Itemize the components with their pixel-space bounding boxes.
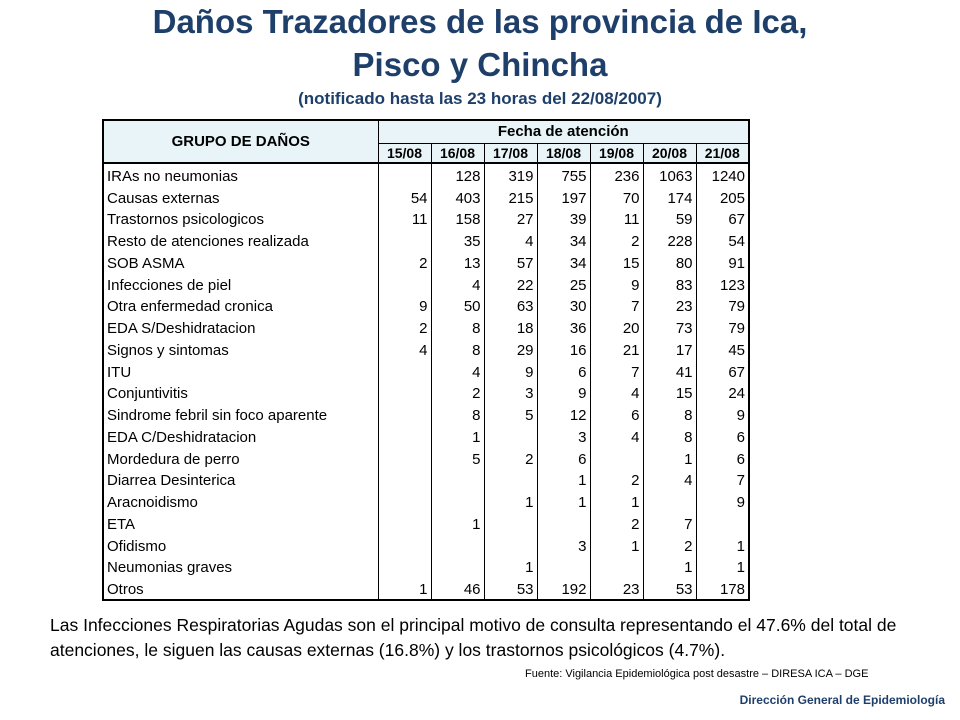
table-cell: 1 bbox=[696, 534, 749, 556]
table-cell bbox=[378, 360, 431, 382]
date-header: Fecha de atención bbox=[378, 120, 749, 144]
table-cell: 4 bbox=[431, 273, 484, 295]
table-row bbox=[103, 338, 749, 360]
table-row bbox=[103, 577, 749, 600]
table-cell: 7 bbox=[643, 512, 696, 534]
table-cell: 9 bbox=[484, 360, 537, 382]
table-cell bbox=[431, 490, 484, 512]
table-cell: 39 bbox=[537, 208, 590, 230]
table-cell: 8 bbox=[431, 338, 484, 360]
table-cell: 1240 bbox=[696, 163, 749, 186]
table-cell bbox=[378, 556, 431, 578]
row-label: Otros bbox=[103, 577, 378, 600]
table-cell bbox=[378, 163, 431, 186]
table-cell: 67 bbox=[696, 360, 749, 382]
table-cell bbox=[484, 534, 537, 556]
row-label: Infecciones de piel bbox=[103, 273, 378, 295]
table-cell bbox=[378, 447, 431, 469]
row-label: ETA bbox=[103, 512, 378, 534]
table-cell bbox=[431, 556, 484, 578]
table-cell bbox=[431, 534, 484, 556]
table-cell: 53 bbox=[643, 577, 696, 600]
footer-label: Dirección General de Epidemiología bbox=[739, 693, 945, 707]
table-cell: 1 bbox=[643, 447, 696, 469]
table-cell: 54 bbox=[378, 186, 431, 208]
table-cell: 123 bbox=[696, 273, 749, 295]
table-cell: 158 bbox=[431, 208, 484, 230]
table-cell bbox=[378, 229, 431, 251]
table-cell: 3 bbox=[484, 382, 537, 404]
table-row bbox=[103, 208, 749, 230]
table-cell: 1 bbox=[431, 425, 484, 447]
table-row bbox=[103, 229, 749, 251]
date-column-header: 21/08 bbox=[696, 144, 749, 164]
table-cell: 12 bbox=[537, 403, 590, 425]
table-cell: 4 bbox=[484, 229, 537, 251]
table-cell: 50 bbox=[431, 295, 484, 317]
date-column-header: 19/08 bbox=[590, 144, 643, 164]
table-cell: 20 bbox=[590, 316, 643, 338]
table-cell: 23 bbox=[643, 295, 696, 317]
table-cell: 2 bbox=[431, 382, 484, 404]
table-cell: 2 bbox=[590, 469, 643, 491]
table-cell bbox=[537, 512, 590, 534]
table-cell: 30 bbox=[537, 295, 590, 317]
table-cell: 2 bbox=[378, 251, 431, 273]
table-cell: 6 bbox=[537, 360, 590, 382]
table-cell: 403 bbox=[431, 186, 484, 208]
row-label: EDA S/Deshidratacion bbox=[103, 316, 378, 338]
table-cell: 4 bbox=[378, 338, 431, 360]
table-cell: 2 bbox=[590, 512, 643, 534]
table-cell: 2 bbox=[378, 316, 431, 338]
table-cell bbox=[378, 512, 431, 534]
table-cell: 5 bbox=[484, 403, 537, 425]
table-cell: 9 bbox=[696, 490, 749, 512]
table-cell: 9 bbox=[590, 273, 643, 295]
row-label: Mordedura de perro bbox=[103, 447, 378, 469]
table-cell: 1 bbox=[696, 556, 749, 578]
table-cell: 174 bbox=[643, 186, 696, 208]
table-cell: 8 bbox=[643, 425, 696, 447]
page-subtitle: (notificado hasta las 23 horas del 22/08/2007) bbox=[298, 89, 662, 108]
row-label: Signos y sintomas bbox=[103, 338, 378, 360]
row-label: Sindrome febril sin foco aparente bbox=[103, 403, 378, 425]
table-cell bbox=[378, 534, 431, 556]
row-label: EDA C/Deshidratacion bbox=[103, 425, 378, 447]
table-cell: 4 bbox=[590, 425, 643, 447]
table-row bbox=[103, 295, 749, 317]
table-cell: 80 bbox=[643, 251, 696, 273]
table-cell: 2 bbox=[484, 447, 537, 469]
table-cell: 63 bbox=[484, 295, 537, 317]
table-cell: 15 bbox=[643, 382, 696, 404]
table-row bbox=[103, 469, 749, 491]
table-cell bbox=[378, 382, 431, 404]
table-cell: 13 bbox=[431, 251, 484, 273]
row-label: SOB ASMA bbox=[103, 251, 378, 273]
table-cell: 7 bbox=[696, 469, 749, 491]
table-cell bbox=[431, 469, 484, 491]
table-cell: 205 bbox=[696, 186, 749, 208]
table-cell: 1 bbox=[537, 490, 590, 512]
table-cell bbox=[378, 425, 431, 447]
table-cell: 1 bbox=[590, 534, 643, 556]
table-cell: 1 bbox=[431, 512, 484, 534]
table-row bbox=[103, 447, 749, 469]
table-cell: 79 bbox=[696, 316, 749, 338]
table-cell: 228 bbox=[643, 229, 696, 251]
table-row bbox=[103, 273, 749, 295]
table-cell: 41 bbox=[643, 360, 696, 382]
table-cell: 8 bbox=[431, 316, 484, 338]
table-cell: 178 bbox=[696, 577, 749, 600]
row-label: Resto de atenciones realizada bbox=[103, 229, 378, 251]
page-title-line-1: Daños Trazadores de las provincia de Ica, bbox=[152, 3, 808, 40]
table-row bbox=[103, 403, 749, 425]
table-row bbox=[103, 490, 749, 512]
table-cell bbox=[484, 469, 537, 491]
table-cell: 1 bbox=[484, 490, 537, 512]
table-cell: 3 bbox=[537, 425, 590, 447]
table-cell: 236 bbox=[590, 163, 643, 186]
table-cell: 9 bbox=[537, 382, 590, 404]
table-cell: 197 bbox=[537, 186, 590, 208]
source-note: Fuente: Vigilancia Epidemiológica post desastre – DIRESA ICA – DGE bbox=[525, 668, 869, 680]
table-cell: 8 bbox=[431, 403, 484, 425]
table-cell: 6 bbox=[696, 425, 749, 447]
table-cell: 36 bbox=[537, 316, 590, 338]
table-cell: 29 bbox=[484, 338, 537, 360]
table-row bbox=[103, 186, 749, 208]
table-cell: 18 bbox=[484, 316, 537, 338]
table-cell: 1 bbox=[590, 490, 643, 512]
row-label: Ofidismo bbox=[103, 534, 378, 556]
table-cell: 3 bbox=[537, 534, 590, 556]
table-cell: 192 bbox=[537, 577, 590, 600]
table-cell: 27 bbox=[484, 208, 537, 230]
table-cell: 15 bbox=[590, 251, 643, 273]
table-row bbox=[103, 163, 749, 186]
row-label: Causas externas bbox=[103, 186, 378, 208]
table-row bbox=[103, 425, 749, 447]
data-table-container bbox=[102, 119, 750, 601]
table-row bbox=[103, 382, 749, 404]
table-cell: 22 bbox=[484, 273, 537, 295]
table-cell bbox=[378, 469, 431, 491]
table-cell: 1063 bbox=[643, 163, 696, 186]
table-cell: 5 bbox=[431, 447, 484, 469]
table-cell: 2 bbox=[590, 229, 643, 251]
table-cell: 4 bbox=[431, 360, 484, 382]
table-cell: 215 bbox=[484, 186, 537, 208]
table-cell: 21 bbox=[590, 338, 643, 360]
table-cell: 1 bbox=[537, 469, 590, 491]
table-cell: 67 bbox=[696, 208, 749, 230]
row-label: Conjuntivitis bbox=[103, 382, 378, 404]
table-cell bbox=[537, 556, 590, 578]
date-column-header: 17/08 bbox=[484, 144, 537, 164]
page-title-line-2: Pisco y Chincha bbox=[352, 46, 608, 83]
row-label: Trastornos psicologicos bbox=[103, 208, 378, 230]
table-cell: 1 bbox=[378, 577, 431, 600]
date-column-header: 18/08 bbox=[537, 144, 590, 164]
table-cell bbox=[484, 425, 537, 447]
table-row bbox=[103, 251, 749, 273]
table-cell: 73 bbox=[643, 316, 696, 338]
date-column-header: 16/08 bbox=[431, 144, 484, 164]
table-cell bbox=[378, 403, 431, 425]
table-row bbox=[103, 512, 749, 534]
table-cell: 54 bbox=[696, 229, 749, 251]
table-cell: 57 bbox=[484, 251, 537, 273]
table-cell: 25 bbox=[537, 273, 590, 295]
data-table bbox=[102, 119, 750, 601]
table-cell: 35 bbox=[431, 229, 484, 251]
date-column-header: 15/08 bbox=[378, 144, 431, 164]
table-cell bbox=[484, 512, 537, 534]
table-cell: 9 bbox=[378, 295, 431, 317]
summary-paragraph: Las Infecciones Respiratorias Agudas son el principal motivo de consulta representando el 47.6% del total de atenciones, le siguen las causas externas (16.8%) y los trastornos psicológicos (4.7%). bbox=[50, 615, 897, 660]
table-cell: 70 bbox=[590, 186, 643, 208]
table-cell: 4 bbox=[590, 382, 643, 404]
date-column-header: 20/08 bbox=[643, 144, 696, 164]
table-cell: 53 bbox=[484, 577, 537, 600]
row-label: Otra enfermedad cronica bbox=[103, 295, 378, 317]
table-cell: 24 bbox=[696, 382, 749, 404]
table-cell: 16 bbox=[537, 338, 590, 360]
table-cell: 6 bbox=[696, 447, 749, 469]
table-cell: 1 bbox=[643, 556, 696, 578]
table-cell: 7 bbox=[590, 295, 643, 317]
table-cell bbox=[590, 556, 643, 578]
row-label: Neumonias graves bbox=[103, 556, 378, 578]
table-cell: 23 bbox=[590, 577, 643, 600]
table-cell: 319 bbox=[484, 163, 537, 186]
table-cell: 755 bbox=[537, 163, 590, 186]
table-cell bbox=[378, 273, 431, 295]
table-row bbox=[103, 556, 749, 578]
table-cell: 1 bbox=[484, 556, 537, 578]
table-cell: 7 bbox=[590, 360, 643, 382]
table-cell: 17 bbox=[643, 338, 696, 360]
table-cell: 34 bbox=[537, 251, 590, 273]
table-cell: 59 bbox=[643, 208, 696, 230]
table-row bbox=[103, 360, 749, 382]
table-row bbox=[103, 534, 749, 556]
table-cell bbox=[378, 490, 431, 512]
table-cell: 8 bbox=[643, 403, 696, 425]
row-label: IRAs no neumonias bbox=[103, 163, 378, 186]
table-cell bbox=[696, 512, 749, 534]
table-row bbox=[103, 316, 749, 338]
row-label: ITU bbox=[103, 360, 378, 382]
table-cell: 6 bbox=[537, 447, 590, 469]
table-cell: 46 bbox=[431, 577, 484, 600]
table-cell: 83 bbox=[643, 273, 696, 295]
table-cell: 4 bbox=[643, 469, 696, 491]
table-cell: 2 bbox=[643, 534, 696, 556]
table-cell bbox=[590, 447, 643, 469]
table-cell: 79 bbox=[696, 295, 749, 317]
table-cell: 91 bbox=[696, 251, 749, 273]
row-label: Aracnoidismo bbox=[103, 490, 378, 512]
table-cell: 11 bbox=[378, 208, 431, 230]
row-label: Diarrea Desinterica bbox=[103, 469, 378, 491]
table-cell bbox=[643, 490, 696, 512]
table-cell: 45 bbox=[696, 338, 749, 360]
table-cell: 11 bbox=[590, 208, 643, 230]
table-cell: 128 bbox=[431, 163, 484, 186]
group-header: GRUPO DE DAÑOS bbox=[103, 120, 378, 163]
table-cell: 6 bbox=[590, 403, 643, 425]
table-cell: 9 bbox=[696, 403, 749, 425]
table-cell: 34 bbox=[537, 229, 590, 251]
